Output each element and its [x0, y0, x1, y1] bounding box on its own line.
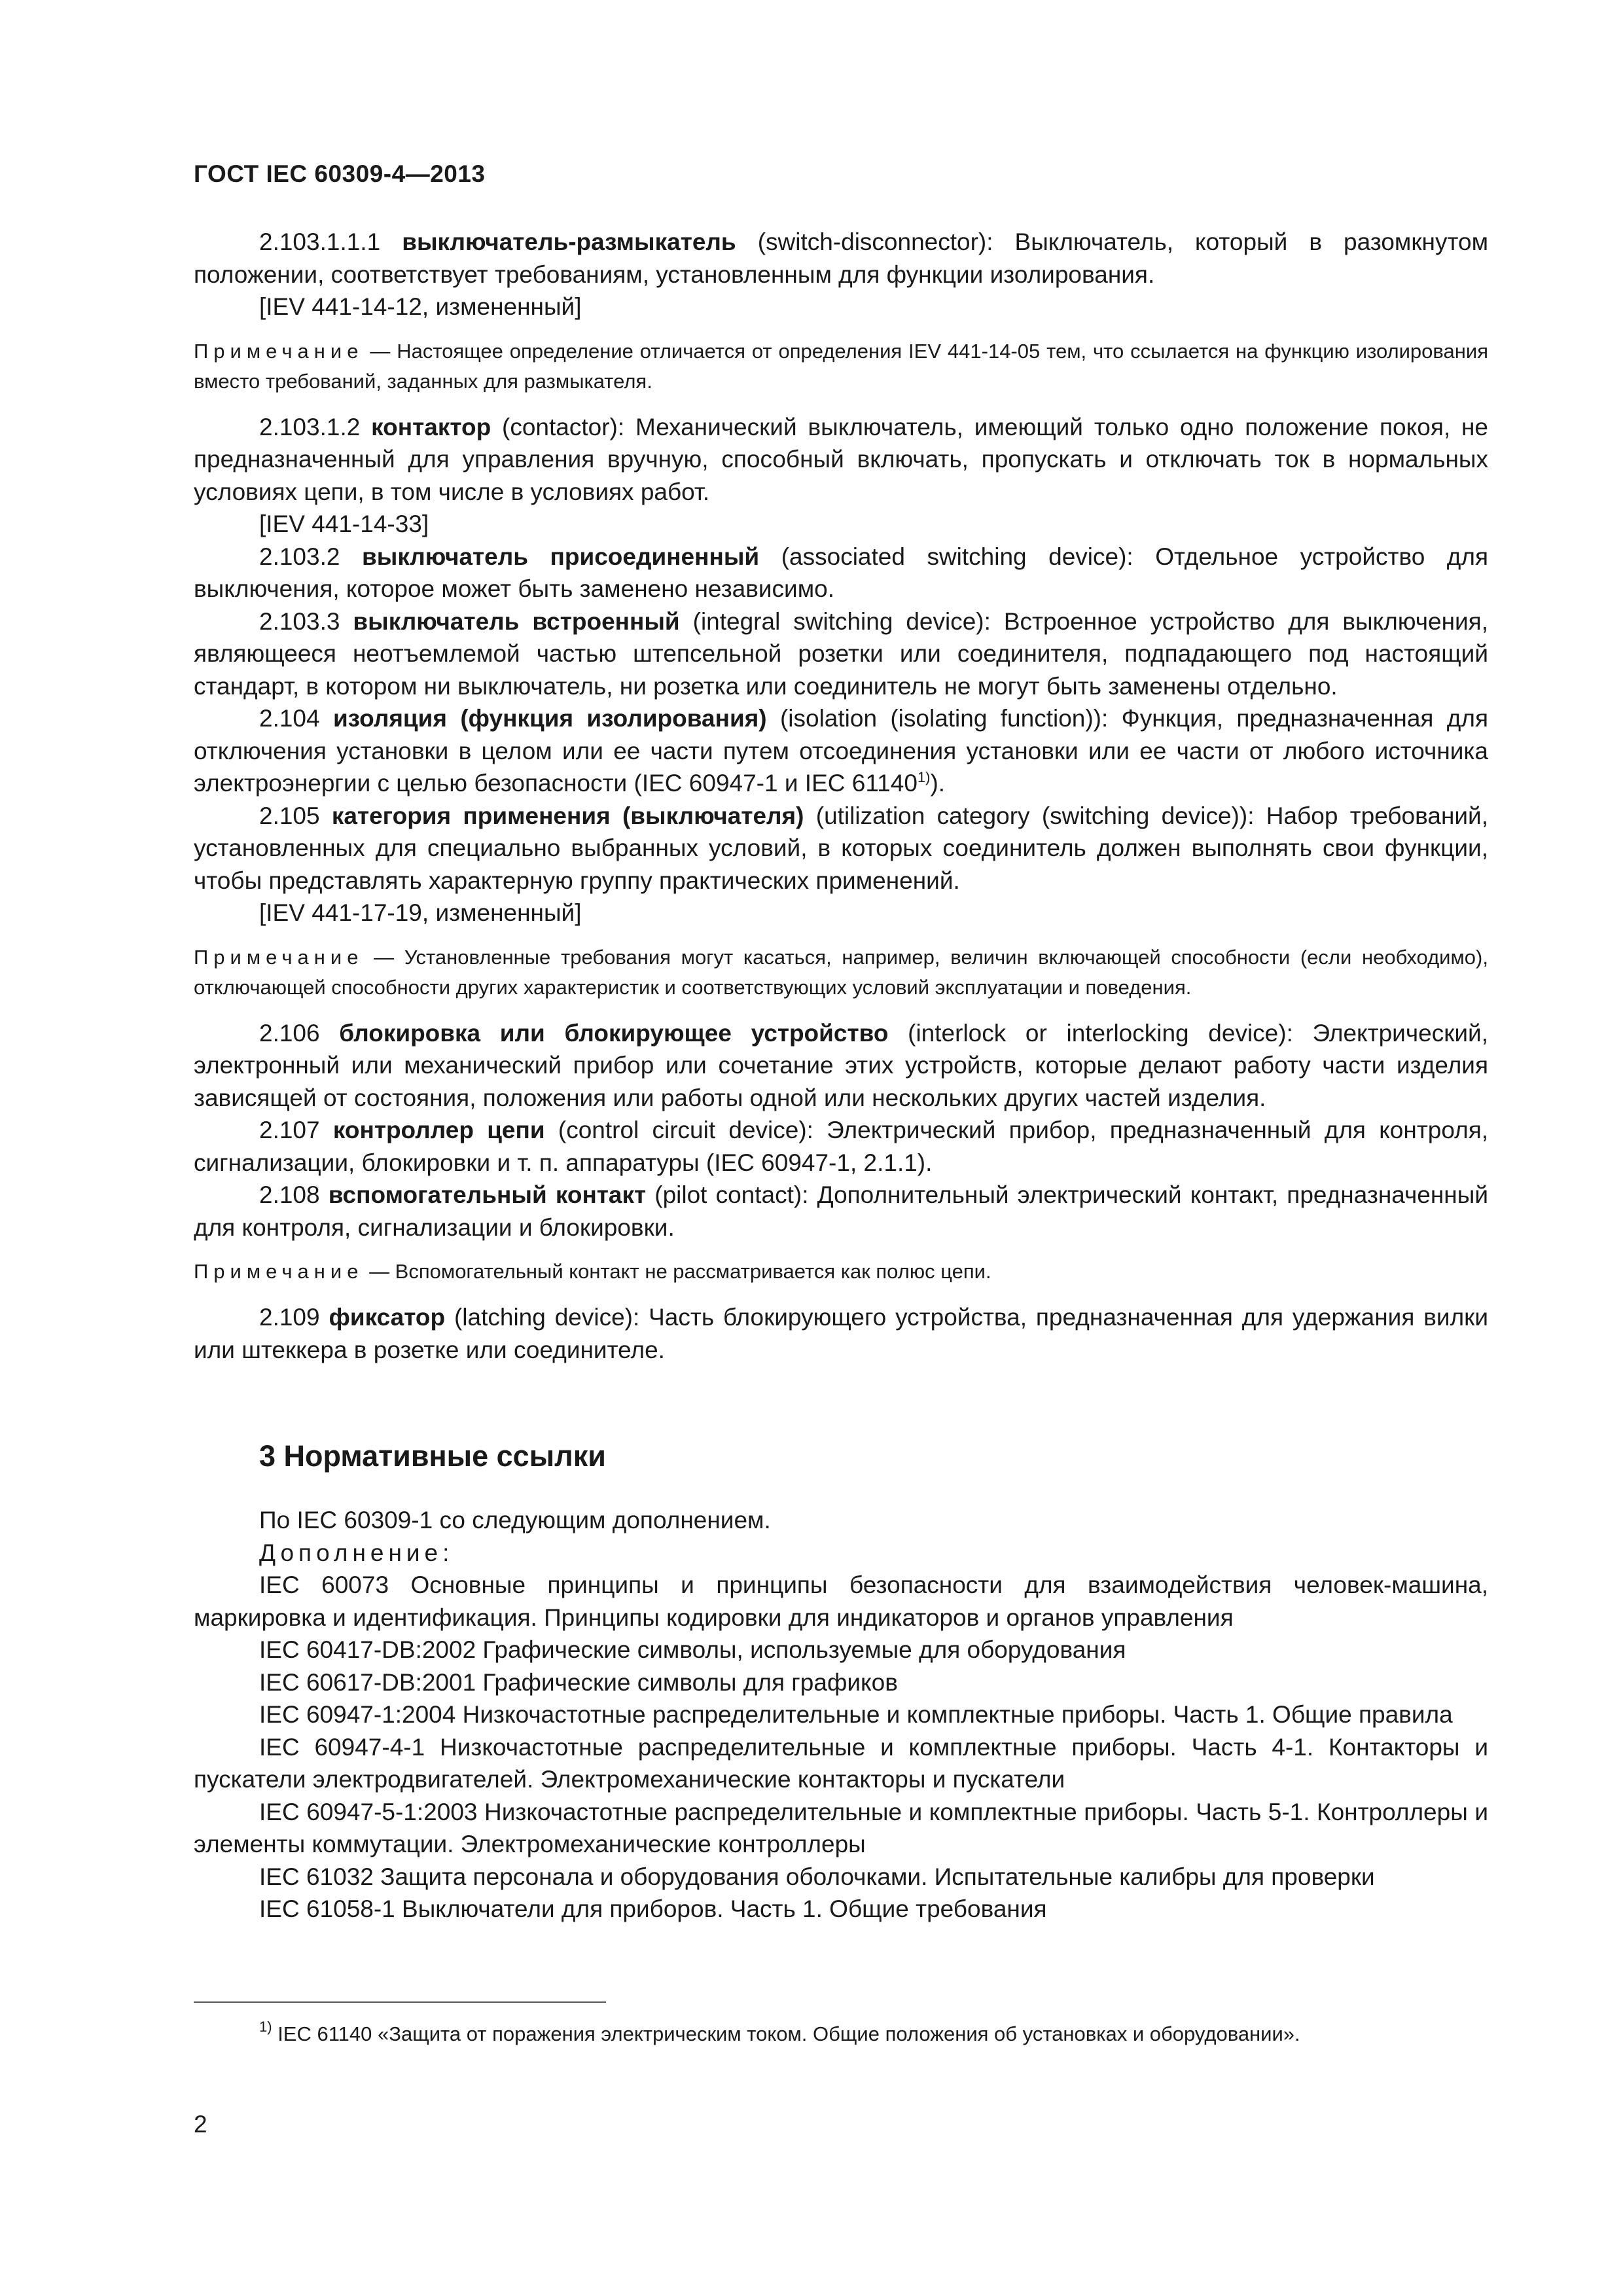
iev-reference: [IEV 441-14-12, измененный] — [259, 293, 582, 320]
iev-reference: [IEV 441-17-19, измененный] — [259, 899, 582, 926]
page-number: 2 — [194, 2111, 207, 2138]
iev-reference: [IEV 441-14-33] — [259, 511, 429, 537]
defined-term: контактор — [371, 413, 491, 440]
definition-paragraph: 2.108 вспомогательный контакт (pilot contact): Дополнительный электрический контакт, предназначенный для контроля, сигнализации и блокировки. — [194, 1181, 1489, 1241]
defined-term: фиксатор — [329, 1304, 446, 1331]
reference-item: IEC 61058-1 Выключатели для приборов. Часть 1. Общие требования — [259, 1895, 1047, 1922]
defined-term: выключатель-размыкатель — [402, 228, 736, 255]
document-header: ГОСТ IEC 60309-4—2013 — [194, 160, 486, 187]
reference-item: IEC 60947-4-1 Низкочастотные распределительные и комплектные приборы. Часть 4-1. Контакторы и пускатели электродвигателей. Электромеханические контакторы и пускатели — [194, 1733, 1488, 1793]
defined-term: изоляция (функция изолирования) — [332, 705, 767, 732]
definition-paragraph: 2.106 блокировка или блокирующее устройство (interlock or interlocking device): Электрический, электронный или механический прибор или сочетание этих устройств, которые делают работу части изделия зависящей от состояния, положения или работы одной или нескольких других частей изделия. — [194, 1019, 1488, 1111]
note: Примечание — Установленные требования могут касаться, например, величин включающей способности (если необходимо), отключающей способности других характеристик и соответствующих условий эксплуатации и поведения. — [194, 945, 1488, 999]
definition-paragraph: 2.105 категория применения (выключателя) (utilization category (switching device)): Набор требований, установленных для специально выбранных условий, в которых соединитель должен выполнять свои функции, чтобы представлять характерную группу практических применений. — [194, 802, 1489, 894]
definition-paragraph: 2.103.1.2 контактор (contactor): Механический выключатель, имеющий только одно положение покоя, не предназначенный для управления вручную, способный включать, пропускать и отключать ток в нормальных условиях цепи, в том числе в условиях работ. — [194, 413, 1488, 505]
addition-label: Дополнение: — [259, 1539, 454, 1566]
definition-paragraph: 2.109 фиксатор (latching device): Часть блокирующего устройства, предназначенная для удержания вилки или штеккера в розетке или соединителе. — [194, 1304, 1489, 1363]
definition-paragraph: 2.103.2 выключатель присоединенный (associated switching device): Отдельное устройство для выключения, которое может быть заменено независимо. — [194, 543, 1489, 602]
section-heading: 3 Нормативные ссылки — [259, 1439, 606, 1473]
note: Примечание — Настоящее определение отличается от определения IEV 441-14-05 тем, что ссылается на функцию изолирования вместо требований, заданных для размыкателя. — [194, 339, 1488, 393]
definition-paragraph: 2.103.3 выключатель встроенный (integral switching device): Встроенное устройство для выключения, являющееся неотъемлемой частью штепсельной розетки или соединителя, подпадающего под настоящий стандарт, в котором ни выключатель, ни розетка или соединитель не могут быть заменены отдельно. — [194, 607, 1488, 700]
defined-term: вспомогательный контакт — [328, 1181, 647, 1208]
footnote: $^{1)}$ IEC 61140 «Защита от поражения электрическим током. Общие положения об установках и оборудовании». — [259, 2018, 1300, 2045]
reference-item: IEC 60073 Основные принципы и принципы безопасности для взаимодействия человек-машина, маркировка и идентификация. Принципы кодировки для индикаторов и органов управления — [194, 1571, 1488, 1631]
reference-item: IEC 60617-DB:2001 Графические символы для графиков — [259, 1668, 898, 1696]
definition-paragraph: 2.103.1.1.1 выключатель-размыкатель (switch-disconnector): Выключатель, который в разомкнутом положении, соответствует требованиям, установленным для функции изолирования. — [194, 228, 1489, 288]
defined-term: выключатель присоединенный — [361, 543, 760, 570]
reference-item: IEC 60417-DB:2002 Графические символы, используемые для оборудования — [259, 1636, 1126, 1663]
note: Примечание — Вспомогательный контакт не рассматривается как полюс цепи. — [194, 1260, 991, 1283]
reference-item: IEC 60947-1:2004 Низкочастотные распределительные и комплектные приборы. Часть 1. Общие правила — [259, 1701, 1453, 1728]
definition-paragraph: 2.107 контроллер цепи (control circuit device): Электрический прибор, предназначенный для контроля, сигнализации, блокировки и т. п. аппаратуры (IEC 60947-1, 2.1.1). — [194, 1117, 1489, 1176]
defined-term: категория применения (выключателя) — [331, 802, 804, 829]
footnote-divider — [194, 2001, 606, 2003]
document-body — [194, 226, 1488, 1926]
defined-term: контроллер цепи — [332, 1117, 545, 1143]
definition-paragraph: 2.104 изоляция (функция изолирования) (isolation (isolating function)): Функция, предназначенная для отключения установки в целом или ее части путем отсоединения установки или ее части от любого источника электроэнергии с целью безопасности (IEC 60947-1 и IEC 61140$^{1)}$). — [194, 705, 1488, 797]
defined-term: выключатель встроенный — [353, 607, 680, 635]
reference-item: IEC 60947-5-1:2003 Низкочастотные распределительные и комплектные приборы. Часть 5-1. Контроллеры и элементы коммутации. Электромеханические контроллеры — [194, 1798, 1488, 1857]
footnote-marker: 1) — [917, 769, 931, 785]
footnote-marker: 1) — [259, 2018, 272, 2035]
section-intro: По IEC 60309-1 со следующим дополнением. — [259, 1507, 771, 1534]
defined-term: блокировка или блокирующее устройство — [339, 1019, 889, 1047]
reference-item: IEC 61032 Защита персонала и оборудования оболочками. Испытательные калибры для проверки — [259, 1863, 1375, 1890]
